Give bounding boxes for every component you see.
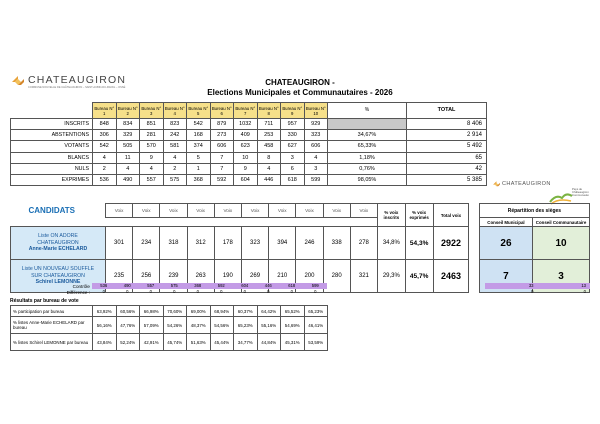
- stats-cell: 4: [116, 163, 140, 174]
- controle-cell: 592: [210, 283, 234, 289]
- stats-pct: 0,76%: [328, 163, 407, 174]
- vote-cell: 323: [241, 227, 268, 260]
- stats-cell: 711: [257, 119, 281, 130]
- stats-total: 42: [407, 163, 487, 174]
- par-bureau-label: % participation par bureau: [11, 306, 93, 317]
- difference-cell: 0: [267, 289, 270, 294]
- stats-cell: 606: [304, 141, 328, 152]
- par-bureau-cell: 43,84%: [93, 334, 117, 351]
- stats-cell: 3: [304, 163, 328, 174]
- stats-total: 8 406: [407, 119, 487, 130]
- stats-cell: 929: [304, 119, 328, 130]
- par-bureau-cell: 57,09%: [140, 317, 164, 334]
- vote-cell: 280: [323, 260, 350, 293]
- par-bureau-cell: 68,94%: [210, 306, 234, 317]
- difference-cell: 0: [196, 289, 199, 294]
- stats-row-inscrits: [11, 119, 487, 130]
- logo-tagline: COMMUNE NOUVELLE DE CHÂTEAUGIRON – SAINT-AUBIN-DU-PAVAIL – OSSÉ: [28, 86, 126, 89]
- voix-header: Voix: [187, 204, 214, 218]
- pct-exprimes: 45,7%: [405, 260, 433, 293]
- pct-exprimes-header: % voix exprimés: [405, 204, 433, 227]
- controle-cell: 368: [186, 283, 210, 289]
- difference-cell: 0: [126, 289, 129, 294]
- stats-cell: 306: [93, 130, 117, 141]
- par-bureau-cell: 70,60%: [163, 306, 187, 317]
- controle-cell: 604: [233, 283, 257, 289]
- par-bureau-cell: 34,77%: [234, 334, 258, 351]
- stats-cell: 6: [281, 163, 305, 174]
- vote-cell: 246: [296, 227, 323, 260]
- par-bureau-cell: 48,37%: [187, 317, 211, 334]
- candidats-label: CANDIDATS: [28, 206, 76, 215]
- bureau-header: Bureau N° 1: [93, 103, 117, 119]
- stats-cell: 11: [116, 152, 140, 163]
- stats-cell: 1: [187, 163, 211, 174]
- par-bureau-label: % listes Anne-Marie ECHELARD par bureau: [11, 317, 93, 334]
- vote-cell: 234: [133, 227, 160, 260]
- pct-exprimes: 54,3%: [405, 227, 433, 260]
- stats-cell: 446: [257, 174, 281, 185]
- pct-inscrits-header: % voix inscrits: [377, 204, 405, 227]
- stats-label: NULS: [11, 163, 93, 174]
- par-bureau-cell: 63,92%: [93, 306, 117, 317]
- vote-cell: 278: [350, 227, 377, 260]
- bureau-header: Bureau N° 9: [281, 103, 305, 119]
- par-bureau-cell: 65,23%: [234, 317, 258, 334]
- stats-label: VOTANTS: [11, 141, 93, 152]
- difference-cell: 0: [173, 289, 176, 294]
- par-bureau-cell: 60,37%: [234, 306, 258, 317]
- stats-cell: 323: [304, 130, 328, 141]
- stats-cell: 281: [140, 130, 164, 141]
- logo-name: CHATEAUGIRON: [28, 74, 127, 86]
- title-line-1: CHATEAUGIRON -: [265, 78, 335, 87]
- stats-cell: 823: [163, 119, 187, 130]
- stats-cell: 2: [93, 163, 117, 174]
- seats-difference-cell: 0: [583, 289, 586, 294]
- difference-cell: 0: [220, 289, 223, 294]
- stats-cell: 458: [257, 141, 281, 152]
- stats-total: 2 914: [407, 130, 487, 141]
- stats-cell: 7: [210, 152, 234, 163]
- stats-total: 65: [407, 152, 487, 163]
- stats-total: 5 385: [407, 174, 487, 185]
- bureau-header: Bureau N° 10: [304, 103, 328, 119]
- pct-inscrits: 29,3%: [377, 260, 405, 293]
- document-title: [160, 78, 440, 98]
- stats-pct: 98,05%: [328, 174, 407, 185]
- stats-cell: 330: [281, 130, 305, 141]
- bureau-header: Bureau N° 3: [140, 103, 164, 119]
- par-bureau-cell: 46,41%: [304, 317, 328, 334]
- vote-cell: 269: [241, 260, 268, 293]
- bureau-header-row: [11, 103, 487, 119]
- vote-cell: 210: [269, 260, 296, 293]
- conseil-header: Conseil Municipal: [479, 218, 532, 227]
- par-bureau-cell: 45,74%: [163, 334, 187, 351]
- difference-cell: 0: [102, 289, 105, 294]
- stats-cell: 409: [234, 130, 258, 141]
- stats-row-votants: [11, 141, 487, 152]
- par-bureau-cell: 47,76%: [116, 317, 140, 334]
- stats-cell: 9: [140, 152, 164, 163]
- par-bureau-cell: 60,56%: [116, 306, 140, 317]
- par-bureau-cell: 53,59%: [304, 334, 328, 351]
- voix-header: Voix: [323, 204, 350, 218]
- stats-cell: 618: [281, 174, 305, 185]
- stats-cell: 542: [93, 141, 117, 152]
- stats-cell: 575: [163, 174, 187, 185]
- stats-row-nuls: [11, 163, 487, 174]
- bureau-header: Bureau N° 2: [116, 103, 140, 119]
- stats-cell: 557: [140, 174, 164, 185]
- communautaire-seats: 10: [533, 227, 590, 260]
- bureau-header: Bureau N° 5: [187, 103, 211, 119]
- stats-cell: 848: [93, 119, 117, 130]
- stats-cell: 505: [116, 141, 140, 152]
- vote-cell: 394: [269, 227, 296, 260]
- communautaire-header: Conseil Communautaire: [533, 218, 590, 227]
- voix-header: Voix: [296, 204, 323, 218]
- par-bureau-cell: 54,56%: [210, 317, 234, 334]
- stats-cell: 374: [187, 141, 211, 152]
- stats-cell: 851: [140, 119, 164, 130]
- difference-label: Différence :: [66, 290, 90, 295]
- bureau-header: Bureau N° 8: [257, 103, 281, 119]
- controle-label: Contrôle: [72, 284, 90, 289]
- stats-cell: 329: [116, 130, 140, 141]
- par-bureau-cell: 54,69%: [281, 317, 305, 334]
- par-bureau-row: [11, 334, 328, 351]
- par-bureau-cell: 42,91%: [140, 334, 164, 351]
- stats-cell: 4: [257, 163, 281, 174]
- par-bureau-cell: 51,63%: [187, 334, 211, 351]
- stats-pct: [328, 119, 407, 130]
- vote-cell: 312: [187, 227, 214, 260]
- bureau-header: Bureau N° 7: [234, 103, 258, 119]
- title-line-2: Elections Municipales et Communautaires - 2026: [207, 88, 393, 97]
- stats-row-blancs: [11, 152, 487, 163]
- stats-total: 5 492: [407, 141, 487, 152]
- stats-pct: 65,33%: [328, 141, 407, 152]
- seats-controle-cell: 13: [581, 283, 586, 288]
- results-header-row: [11, 204, 590, 218]
- stats-cell: 4: [140, 163, 164, 174]
- voix-header: Voix: [133, 204, 160, 218]
- stats-cell: 5: [187, 152, 211, 163]
- par-bureau-title: Résultats par bureau de vote: [10, 298, 79, 304]
- difference-cell: 0: [314, 289, 317, 294]
- stats-cell: 4: [93, 152, 117, 163]
- par-bureau-cell: 65,23%: [304, 306, 328, 317]
- stats-cell: 542: [187, 119, 211, 130]
- bureau-header: Bureau N° 4: [163, 103, 187, 119]
- stats-cell: 4: [163, 152, 187, 163]
- controle-cell: 575: [163, 283, 187, 289]
- vote-cell: 256: [133, 260, 160, 293]
- stats-pct: 34,67%: [328, 130, 407, 141]
- stats-cell: 10: [234, 152, 258, 163]
- total-header: TOTAL: [407, 103, 487, 119]
- pct-header: %: [328, 103, 407, 119]
- stats-cell: 599: [304, 174, 328, 185]
- controle-cell: 536: [92, 283, 116, 289]
- stats-label: EXPRIMES: [11, 174, 93, 185]
- stats-cell: 570: [140, 141, 164, 152]
- stats-cell: 4: [304, 152, 328, 163]
- stats-cell: 490: [116, 174, 140, 185]
- vote-cell: 178: [214, 227, 241, 260]
- logo: [10, 74, 140, 94]
- stats-cell: 834: [116, 119, 140, 130]
- par-bureau-cell: 69,00%: [187, 306, 211, 317]
- vote-cell: 338: [323, 227, 350, 260]
- vote-cell: 301: [105, 227, 132, 260]
- par-bureau-cell: 55,16%: [257, 317, 281, 334]
- vote-cell: 200: [296, 260, 323, 293]
- seats-difference: [485, 289, 590, 295]
- stats-cell: 606: [210, 141, 234, 152]
- pct-inscrits: 34,8%: [377, 227, 405, 260]
- total-voix: 2922: [433, 227, 469, 260]
- par-bureau-cell: 52,24%: [116, 334, 140, 351]
- difference-cell: 0: [243, 289, 246, 294]
- controle-cell: 618: [280, 283, 304, 289]
- par-bureau-cell: 64,42%: [257, 306, 281, 317]
- controle-cell: 446: [257, 283, 281, 289]
- stats-cell: 273: [210, 130, 234, 141]
- par-bureau-row: [11, 317, 328, 334]
- par-bureau-cell: 44,84%: [257, 334, 281, 351]
- par-bureau-table: [10, 305, 328, 351]
- stats-cell: 627: [281, 141, 305, 152]
- stats-cell: 168: [187, 130, 211, 141]
- total-voix-header: Total voix: [433, 204, 469, 227]
- voix-header: Voix: [214, 204, 241, 218]
- stats-cell: 879: [210, 119, 234, 130]
- difference-cell: 0: [149, 289, 152, 294]
- seats-difference-cell: 0: [531, 289, 534, 294]
- par-bureau-cell: 66,98%: [140, 306, 164, 317]
- stats-cell: 957: [281, 119, 305, 130]
- repartition-header: Répartition des sièges: [479, 204, 589, 218]
- controle-cell: 599: [304, 283, 328, 289]
- stats-label: BLANCS: [11, 152, 93, 163]
- vote-cell: 235: [105, 260, 132, 293]
- conseil-seats: 7: [479, 260, 532, 293]
- stats-cell: 7: [210, 163, 234, 174]
- stats-cell: 604: [234, 174, 258, 185]
- bureau-header: Bureau N° 6: [210, 103, 234, 119]
- stats-row-abstentions: [11, 130, 487, 141]
- stats-cell: 2: [163, 163, 187, 174]
- par-bureau-cell: 65,52%: [281, 306, 305, 317]
- seats-controle-cell: 33: [528, 283, 534, 288]
- controle-cell: 490: [116, 283, 140, 289]
- vote-cell: 239: [160, 260, 187, 293]
- voix-header: Voix: [160, 204, 187, 218]
- results-table: [10, 203, 590, 293]
- par-bureau-cell: 54,26%: [163, 317, 187, 334]
- par-bureau-cell: 45,31%: [281, 334, 305, 351]
- stats-cell: 8: [257, 152, 281, 163]
- side-logo-mark-icon: [492, 180, 501, 188]
- par-bureau-row: [11, 306, 328, 317]
- stats-pct: 1,18%: [328, 152, 407, 163]
- stats-label: INSCRITS: [11, 119, 93, 130]
- stats-cell: 368: [187, 174, 211, 185]
- candidate-list-name: Liste ON ADORE CHATEAUGIRON Anne-Marie ECHELARD: [11, 227, 106, 260]
- stats-label: ABSTENTIONS: [11, 130, 93, 141]
- stats-cell: 623: [234, 141, 258, 152]
- total-voix: 2463: [433, 260, 469, 293]
- pays-logo-label: Pays de Châteaugiron Communauté: [572, 187, 589, 198]
- stats-cell: 9: [234, 163, 258, 174]
- stats-cell: 1032: [234, 119, 258, 130]
- stats-cell: 536: [93, 174, 117, 185]
- stats-cell: 253: [257, 130, 281, 141]
- voix-header: Voix: [350, 204, 377, 218]
- voix-header: Voix: [241, 204, 268, 218]
- stats-cell: 242: [163, 130, 187, 141]
- par-bureau-cell: 45,44%: [210, 334, 234, 351]
- stats-cell: 592: [210, 174, 234, 185]
- voix-header: Voix: [269, 204, 296, 218]
- vote-cell: 190: [214, 260, 241, 293]
- stats-table: [10, 102, 487, 186]
- list-row: [11, 227, 590, 260]
- logo-mark-icon: [10, 74, 26, 88]
- candidate-list-name: Liste UN NOUVEAU SOUFFLE SUR CHATEAUGIRON Schirel LEMONNE: [11, 260, 106, 293]
- conseil-seats: 26: [479, 227, 532, 260]
- vote-cell: 318: [160, 227, 187, 260]
- controle-cell: 557: [139, 283, 163, 289]
- stats-row-exprimes: [11, 174, 487, 185]
- difference-values: [92, 289, 327, 295]
- par-bureau-label: % listes Schirel LEMONNE par bureau: [11, 334, 93, 351]
- vote-cell: 263: [187, 260, 214, 293]
- voix-header: Voix: [105, 204, 132, 218]
- side-logo-name: CHATEAUGIRON: [502, 181, 551, 187]
- stats-cell: 3: [281, 152, 305, 163]
- difference-cell: 0: [290, 289, 293, 294]
- stats-cell: 581: [163, 141, 187, 152]
- par-bureau-cell: 56,16%: [93, 317, 117, 334]
- communautaire-seats: 3: [533, 260, 590, 293]
- vote-cell: 321: [350, 260, 377, 293]
